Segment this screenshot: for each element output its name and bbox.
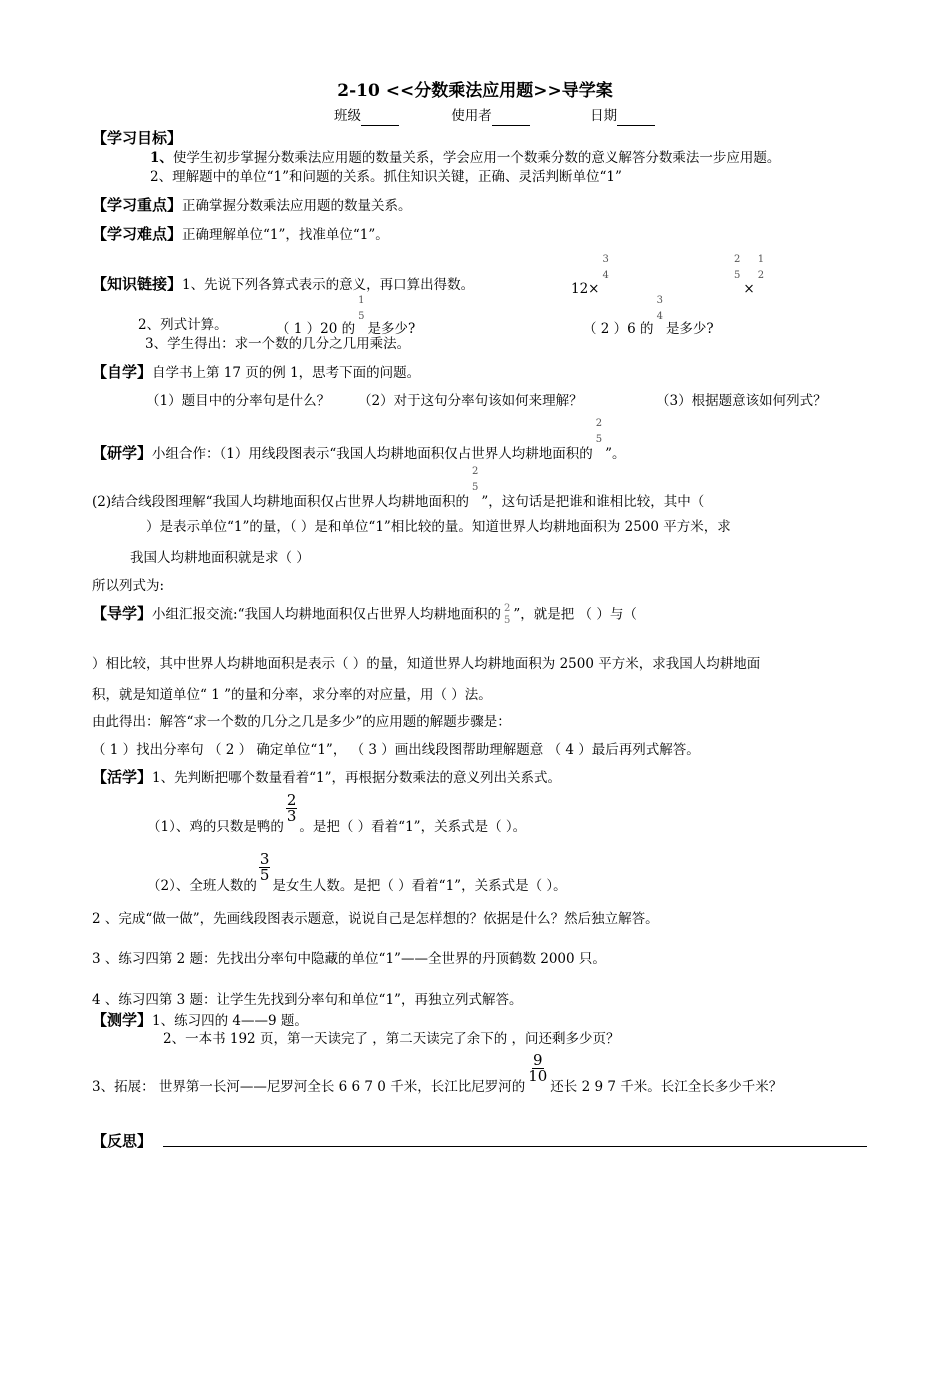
user-field[interactable] <box>492 107 530 126</box>
research-line-2: ）是表示单位“1”的量，（ ）是和单位“1”相比较的量。知道世界人均耕地面积为 2500 平方米，求 <box>146 519 731 535</box>
fraction-3-5: $\frac{3}{5}$ <box>259 850 270 884</box>
reflect-answer-line[interactable] <box>163 1146 867 1147</box>
meta-line <box>334 107 655 126</box>
fraction-2-5-guide: 2 5 <box>503 603 511 626</box>
fraction-3-4: 3 4 <box>602 254 609 281</box>
guide-line-4: 由此得出：解答“求一个数的几分之几是多少”的应用题的解题步骤是： <box>92 714 511 730</box>
focus-text: 正确掌握分数乘法应用题的数量关系。 <box>182 198 412 214</box>
link-heading: 【知识链接】 <box>92 275 183 293</box>
test-q2: 2、一本书 192 页，第一天读完了 ，第二天读完了余下的 ，问还剩多少页？ <box>163 1031 620 1047</box>
date-label: 日期 <box>590 108 618 124</box>
research-heading: 【研学】 <box>92 443 153 462</box>
research-line-3: 我国人均耕地面积就是求（ ） <box>130 550 310 566</box>
class-field[interactable] <box>361 107 399 126</box>
goal-item-1 <box>150 149 780 167</box>
live-q3: 3 、练习四第 2 题：先找出分率句中隐藏的单位“1”——全世界的丹顶鹤数 2000 只。 <box>92 951 606 967</box>
live-s2: （2）、全班人数的 $\frac{3}{5}$ 是女生人数。是把（ ）看着“1”，关系式是（ ）。 <box>147 850 567 894</box>
date-field[interactable] <box>617 107 655 126</box>
self-q3: （3）根据题意该如何列式？ <box>656 393 827 409</box>
fraction-2-5-research-b: 2 5 <box>472 466 479 493</box>
goal-item-1-text: 使学生初步掌握分数乘法应用题的数量关系，学会应用一个数乘分数的意义解答分数乘法一步应用题。 <box>172 150 781 166</box>
class-label: 班级 <box>334 108 361 124</box>
user-label: 使用者 <box>451 108 492 124</box>
goal-item-2: 2、理解题中的单位“1”和问题的关系。抓住知识关键，正确、灵活判断单位“1” <box>150 169 622 185</box>
reflect-heading: 【反思】 <box>92 1132 153 1150</box>
self-q2: （2）对于这句分率句该如何来理解？ <box>358 393 583 409</box>
difficulty-text: 正确理解单位“1”，找准单位“1”。 <box>182 227 389 243</box>
guide-line-5: （ 1 ）找出分率句 （ 2 ） 确定单位“1”， （ 3 ）画出线段图帮助理解题意 （ 4 ）最后再列式解答。 <box>92 742 700 758</box>
fraction-1-5: 1 5 <box>358 295 365 322</box>
self-heading: 【自学】 <box>92 363 153 381</box>
fraction-2-3: $\frac{2}{3}$ <box>286 791 297 825</box>
link-q3: 3、学生得出：求一个数的几分之几用乘法。 <box>145 336 411 352</box>
link-expr-1: 12× 3 4 <box>571 254 609 297</box>
test-heading: 【测学】 <box>92 1011 153 1029</box>
link-row-1 <box>92 275 474 294</box>
goals-heading: 【学习目标】 <box>92 129 183 147</box>
live-text: 1、先判断把哪个数量看着“1”，再根据分数乘法的意义列出关系式。 <box>152 770 561 786</box>
guide-heading: 【导学】 <box>92 604 153 623</box>
live-heading: 【活学】 <box>92 768 153 786</box>
test-q1: 1、练习四的 4——9 题。 <box>152 1013 308 1029</box>
test-q3: 3、拓展： 世界第一长河——尼罗河全长 6 6 7 0 千米，长江比尼罗河的 $\frac{9}{10}$ 还长 2 9 7 千米。长江全长多少千米？ <box>92 1051 783 1095</box>
self-text: 自学书上第 17 页的例 1，思考下面的问题。 <box>152 365 421 381</box>
test-row <box>92 1011 308 1030</box>
goal-item-1-number: 1、 <box>150 150 173 166</box>
live-q2: 2 、完成“做一做”，先画线段图表示题意，说说自己是怎样想的？依据是什么？然后独立解答。 <box>92 911 659 927</box>
link-q2-label: 2、列式计算。 <box>138 317 228 333</box>
link-q2a: （ 1 ）20 的 1 5 是多少? <box>276 295 416 337</box>
live-row <box>92 768 561 787</box>
self-q1: （1）题目中的分率句是什么？ <box>146 393 331 409</box>
fraction-2-5-research: 2 5 <box>595 418 603 445</box>
difficulty-row <box>92 225 389 244</box>
self-row <box>92 363 420 382</box>
live-s1: （1）、鸡的只数是鸭的 $\frac{2}{3}$ 。是把（ ）看着“1”，关系式是（ ）。 <box>147 791 527 835</box>
focus-row <box>92 196 412 215</box>
research-line-4: 所以列式为: <box>92 578 165 594</box>
research-row-2: (2)结合线段图理解“我国人均耕地面积仅占世界人均耕地面积的 2 5 ”，这句话是把谁和谁相比较，其中（ <box>92 466 705 510</box>
link-q2b: （ 2 ）6 的 3 4 是多少? <box>583 295 714 337</box>
guide-row-1: 【导学】小组汇报交流:“我国人均耕地面积仅占世界人均耕地面积的 2 5 ”，就是把 （ ）与（ <box>92 603 637 626</box>
research-row-1: 【研学】小组合作：（1）用线段图表示“我国人均耕地面积仅占世界人均耕地面积的 2 5 ”。 <box>92 418 626 462</box>
difficulty-heading: 【学习难点】 <box>92 225 183 243</box>
live-q4: 4 、练习四第 3 题：让学生先找到分率句和单位“1”，再独立列式解答。 <box>92 992 523 1008</box>
page-title: 2-10 <<分数乘法应用题>>导学案 <box>337 81 613 101</box>
fraction-9-10: $\frac{9}{10}$ <box>528 1051 548 1085</box>
link-expr-2: 2 5 × 1 2 <box>734 254 765 297</box>
fraction-1-2: 1 2 <box>757 254 765 281</box>
link-q1: 1、先说下列各算式表示的意义，再口算出得数。 <box>182 277 475 293</box>
guide-line-3: 积，就是知道单位“ 1 ”的量和分率，求分率的对应量，用（ ）法。 <box>92 687 492 703</box>
focus-heading: 【学习重点】 <box>92 196 183 214</box>
guide-line-2: ）相比较，其中世界人均耕地面积是表示（ ）的量，知道世界人均耕地面积为 2500 平方米，求我国人均耕地面 <box>92 656 761 672</box>
fraction-2-5: 2 5 <box>734 254 741 281</box>
fraction-3-4-b: 3 4 <box>656 295 663 322</box>
